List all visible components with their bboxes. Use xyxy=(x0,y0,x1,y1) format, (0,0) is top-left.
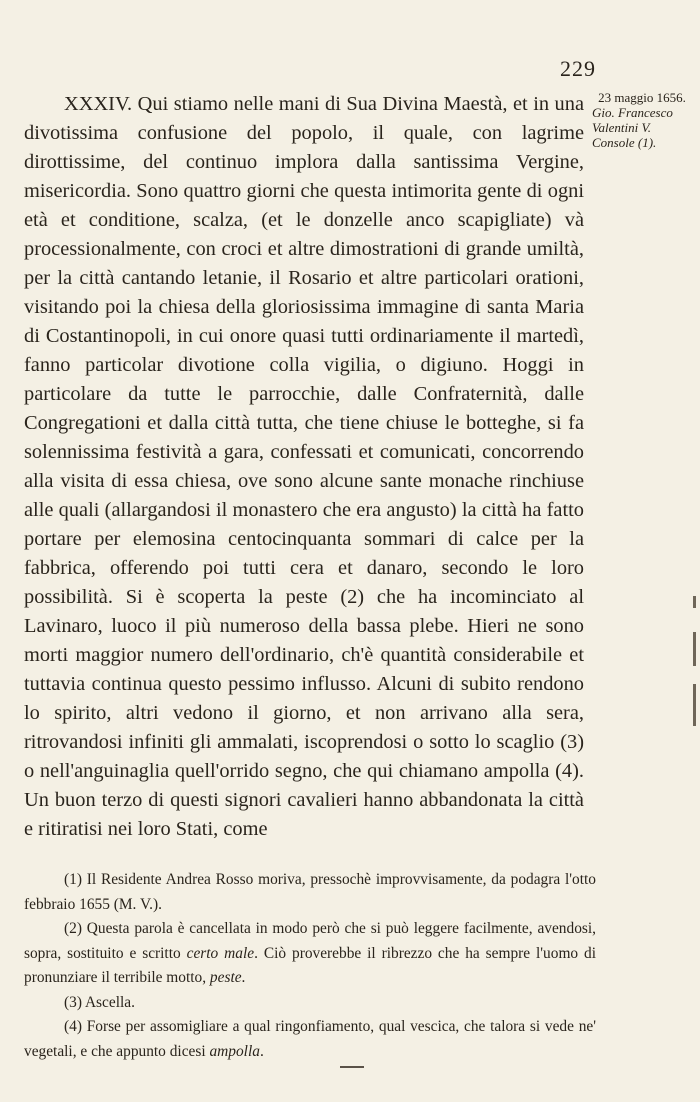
footnote-3: (3) Ascella. xyxy=(64,993,135,1011)
edge-mark xyxy=(693,684,696,726)
footnote-4 xyxy=(24,1015,596,1064)
body-paragraph xyxy=(24,90,584,844)
bottom-mark xyxy=(340,1066,364,1068)
footnote-2-text-a: (2) Questa parola è cancellata in modo però che si può leggere facilmente, avendosi, sopra, sostituito e scritto xyxy=(24,920,596,962)
footnote-2-emphasis-a: certo male xyxy=(186,944,255,962)
margin-note-author: Gio. Francesco Valentini V. Console (1). xyxy=(592,105,673,150)
footnote-4-emphasis: ampolla xyxy=(209,1042,260,1060)
footnote-2-text-b: . Ciò proverebbe il ribrezzo che ha sempre l'uomo di pronunziare il terribile motto, xyxy=(24,944,597,986)
edge-mark xyxy=(693,596,696,608)
footnote-2-emphasis-b: peste xyxy=(209,969,242,986)
margin-note xyxy=(592,90,692,150)
footnote-2-text-c: . xyxy=(241,969,246,986)
page-number: 229 xyxy=(560,56,596,81)
body-text: XXXIV. Qui stiamo nelle mani di Sua Divina Maestà, et in una divotissima confusione del popolo, il quale, con lagrime dirottissime, del continuo implora dalla santissima Vergine, misericordia. Sono quattro giorni che questa intimorita gente di ogni età et conditione, scalza, (et le donzelle anco scapigliate) và processionalmente, con croci et altre dimostrationi di grande umiltà, per la città cantando letanie, il Rosario et altre particolari orationi, visitando poi la chiesa della gloriosissima immagine di santa Maria di Costantinopoli, in cui onore quasi tutti ordinariamente il martedì, fanno particolar divotione colla vigilia, o digiuno. Hoggi in particolare da tutte le parrocchie, dalle Confraternità, dalle Congregationi et dalla città tutta, che tiene chiuse le botteghe, si fa solennissima festività a gara, confessati et comunicati, concorrendo alla visita di essa chiesa, ove sono alcune sante monache rinchiuse alle quali (allargandosi il monastero che era angusto) la città ha fatto portare per elemosina centocinquanta sommari di calce per la fabbrica, offerendo poi tutti cera et danaro, secondo le loro possibilità. Si è scoperta la peste (2) che ha incominciato al Lavinaro, luoco il più numeroso della bassa plebe. Hieri ne sono morti maggior numero dell'ordinario, ch'è quantità considerabile et tuttavia continua questo pessimo influsso. Alcuni di subito rendono lo spirito, altri vedono il giorno, et non arrivano alla sera, ritrovandosi infiniti gli ammalati, iscoprendosi o sotto lo scaglio (3) o nell'anguinaglia quell'orrido segno, che qui chiamano ampolla (4). Un buon terzo di questi signori cavalieri hanno abbandonata la città e ritiratisi nei loro Stati, come xyxy=(24,93,584,840)
footnote-1: (1) Il Residente Andrea Rosso moriva, pressochè improvvisamente, da podagra l'otto febbraio 1655 (M. V.). xyxy=(24,871,596,913)
edge-mark xyxy=(693,632,696,666)
footnote-4-text-a: (4) Forse per assomigliare a qual ringonfiamento, qual vescica, che talora si vede ne' vegetali, e che appunto dicesi xyxy=(24,1018,596,1060)
footnote-2 xyxy=(24,917,596,991)
footnotes xyxy=(24,868,596,1064)
margin-note-date: 23 maggio 1656. xyxy=(598,90,686,105)
footnote-4-text-b: . xyxy=(259,1042,264,1060)
